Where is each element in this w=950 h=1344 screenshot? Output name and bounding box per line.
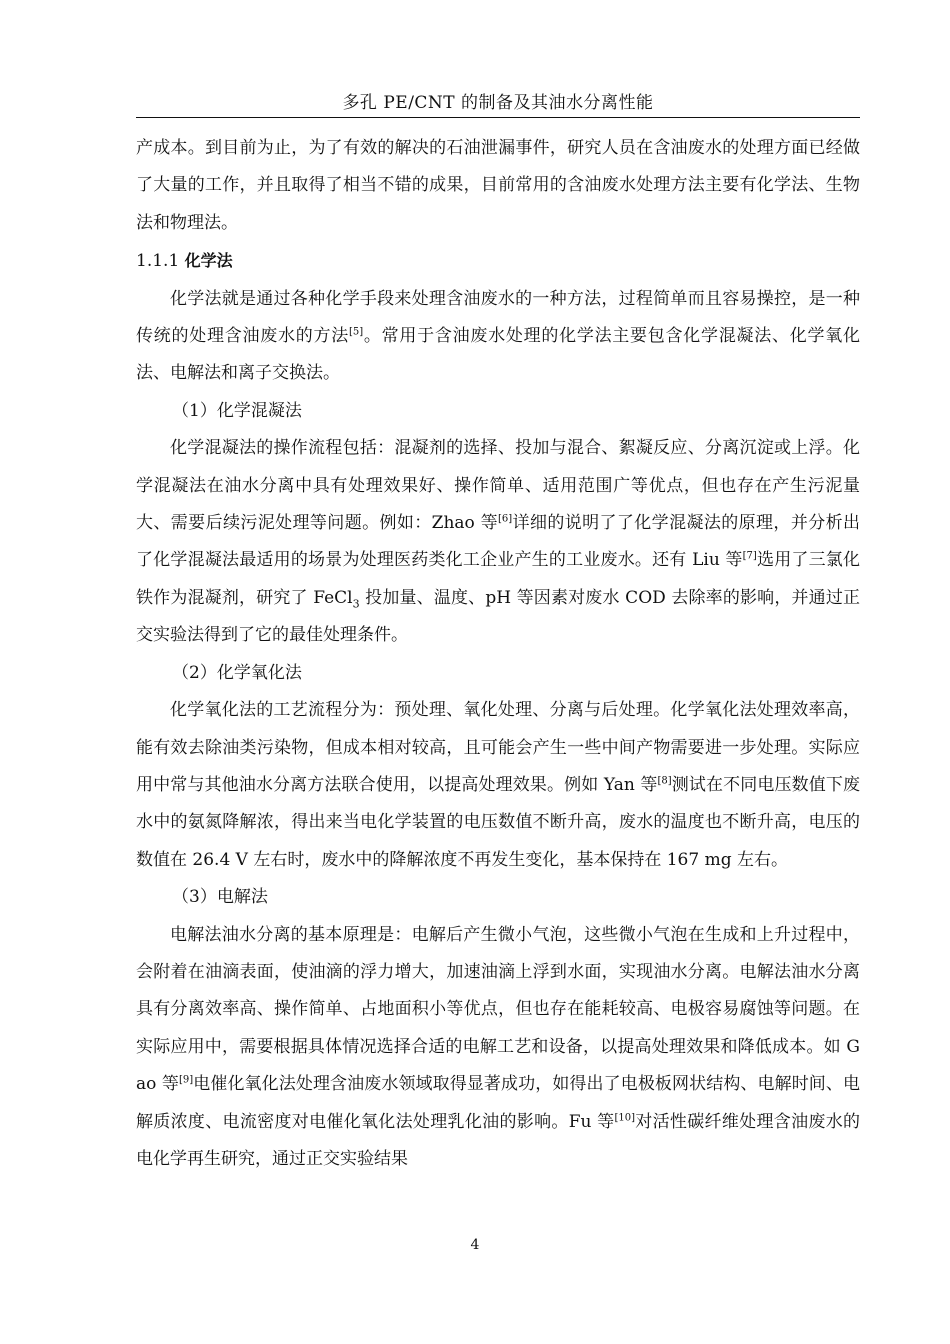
citation-9: [9]: [178, 1074, 194, 1086]
section-heading: [136, 242, 860, 280]
oxidation-paragraph: [136, 692, 860, 879]
oxidation-heading: （2）化学氧化法: [172, 662, 302, 683]
citation-8: [8]: [657, 775, 672, 787]
electrolysis-paragraph: [136, 917, 860, 1179]
citation-5: [5]: [348, 326, 364, 338]
coagulation-text-b: 详细的说明了了化学混凝法的原理，并分析出了化学混凝法最适用的场景为处理医药类化工企业产生的工业废水。还有 Liu 等: [136, 513, 860, 571]
section-title: 化学法: [184, 251, 233, 271]
page-number: 4: [470, 1237, 480, 1253]
intro-paragraph: 产成本。到目前为止，为了有效的解决的石油泄漏事件，研究人员在含油废水的处理方面已经做了大量的工作，并且取得了相当不错的成果，目前常用的含油废水处理方法主要有化学法、生物法和物理法。: [136, 138, 860, 233]
electrolysis-text-a: 电解法油水分离的基本原理是：电解后产生微小气泡，这些微小气泡在生成和上升过程中，会附着在油滴表面，使油滴的浮力增大，加速油滴上浮到水面，实现油水分离。电解法油水分离具有分离效率高、操作简单、占地面积小等优点，但也存在能耗较高、电极容易腐蚀等问题。在实际应用中，需要根据具体情况选择合适的电解工艺和设备，以提高处理效果和降低成本。如 Gao 等: [136, 924, 860, 1095]
header-rule: [136, 117, 860, 118]
section-intro-paragraph: [136, 281, 860, 393]
body-text: [136, 130, 860, 1178]
formula-subscript: 3: [352, 597, 360, 611]
citation-6: [6]: [497, 513, 513, 525]
coagulation-heading: （1）化学混凝法: [172, 400, 302, 421]
oxidation-text-b: 测试在不同电压数值下废水中的氨氮降解浓，得出来当电化学装置的电压数值不断升高，废水的温度也不断升高，电压的数值在 26.4 V 左右时，废水中的降解浓度不再发生变化，基本保持在 167 mg 左右。: [136, 774, 861, 870]
section-intro-text-a: 化学法就是通过各种化学手段来处理含油废水的一种方法，过程简单而且容易操控，是一种传统的处理含油废水的方法: [136, 288, 860, 347]
coagulation-text-a: 化学混凝法的操作流程包括：混凝剂的选择、投加与混合、絮凝反应、分离沉淀或上浮。化学混凝法在油水分离中具有处理效果好、操作简单、适用范围广等优点，但也存在产生污泥量大、需要后续污泥处理等问题。例如：Zhao 等: [136, 438, 860, 534]
coagulation-text-d: 投加量、温度、pH 等因素对废水 COD 去除率的影响，并通过正交实验法得到了它的最佳处理条件。: [136, 587, 860, 646]
section-intro-text-b: 。常用于含油废水处理的化学法主要包含化学混凝法、化学氧化法、电解法和离子交换法。: [136, 326, 861, 384]
electrolysis-heading: （3）电解法: [172, 887, 268, 908]
running-header: 多孔 PE/CNT 的制备及其油水分离性能: [342, 93, 654, 113]
citation-7: [7]: [742, 550, 757, 562]
coagulation-text-c: 选用了三氯化铁作为混凝剂，研究了 FeCl: [136, 550, 861, 608]
coagulation-paragraph: [136, 430, 860, 654]
oxidation-text-a: 化学氧化法的工艺流程分为：预处理、氧化处理、分离与后处理。化学氧化法处理效率高，能有效去除油类污染物，但成本相对较高，且可能会产生一些中间产物需要进一步处理。实际应用中常与其他油水分离方法联合使用，以提高处理效果。例如 Yan 等: [136, 700, 860, 795]
electrolysis-text-c: 对活性碳纤维处理含油废水的电化学再生研究，通过正交实验结果: [136, 1111, 861, 1169]
electrolysis-text-b: 电催化氧化法处理含油废水领域取得显著成功，如得出了电极板网状结构、电解时间、电解质浓度、电流密度对电催化氧化法处理乳化油的影响。Fu 等: [136, 1074, 861, 1132]
section-number: 1.1.1: [136, 251, 180, 272]
citation-10: [10]: [614, 1111, 635, 1123]
